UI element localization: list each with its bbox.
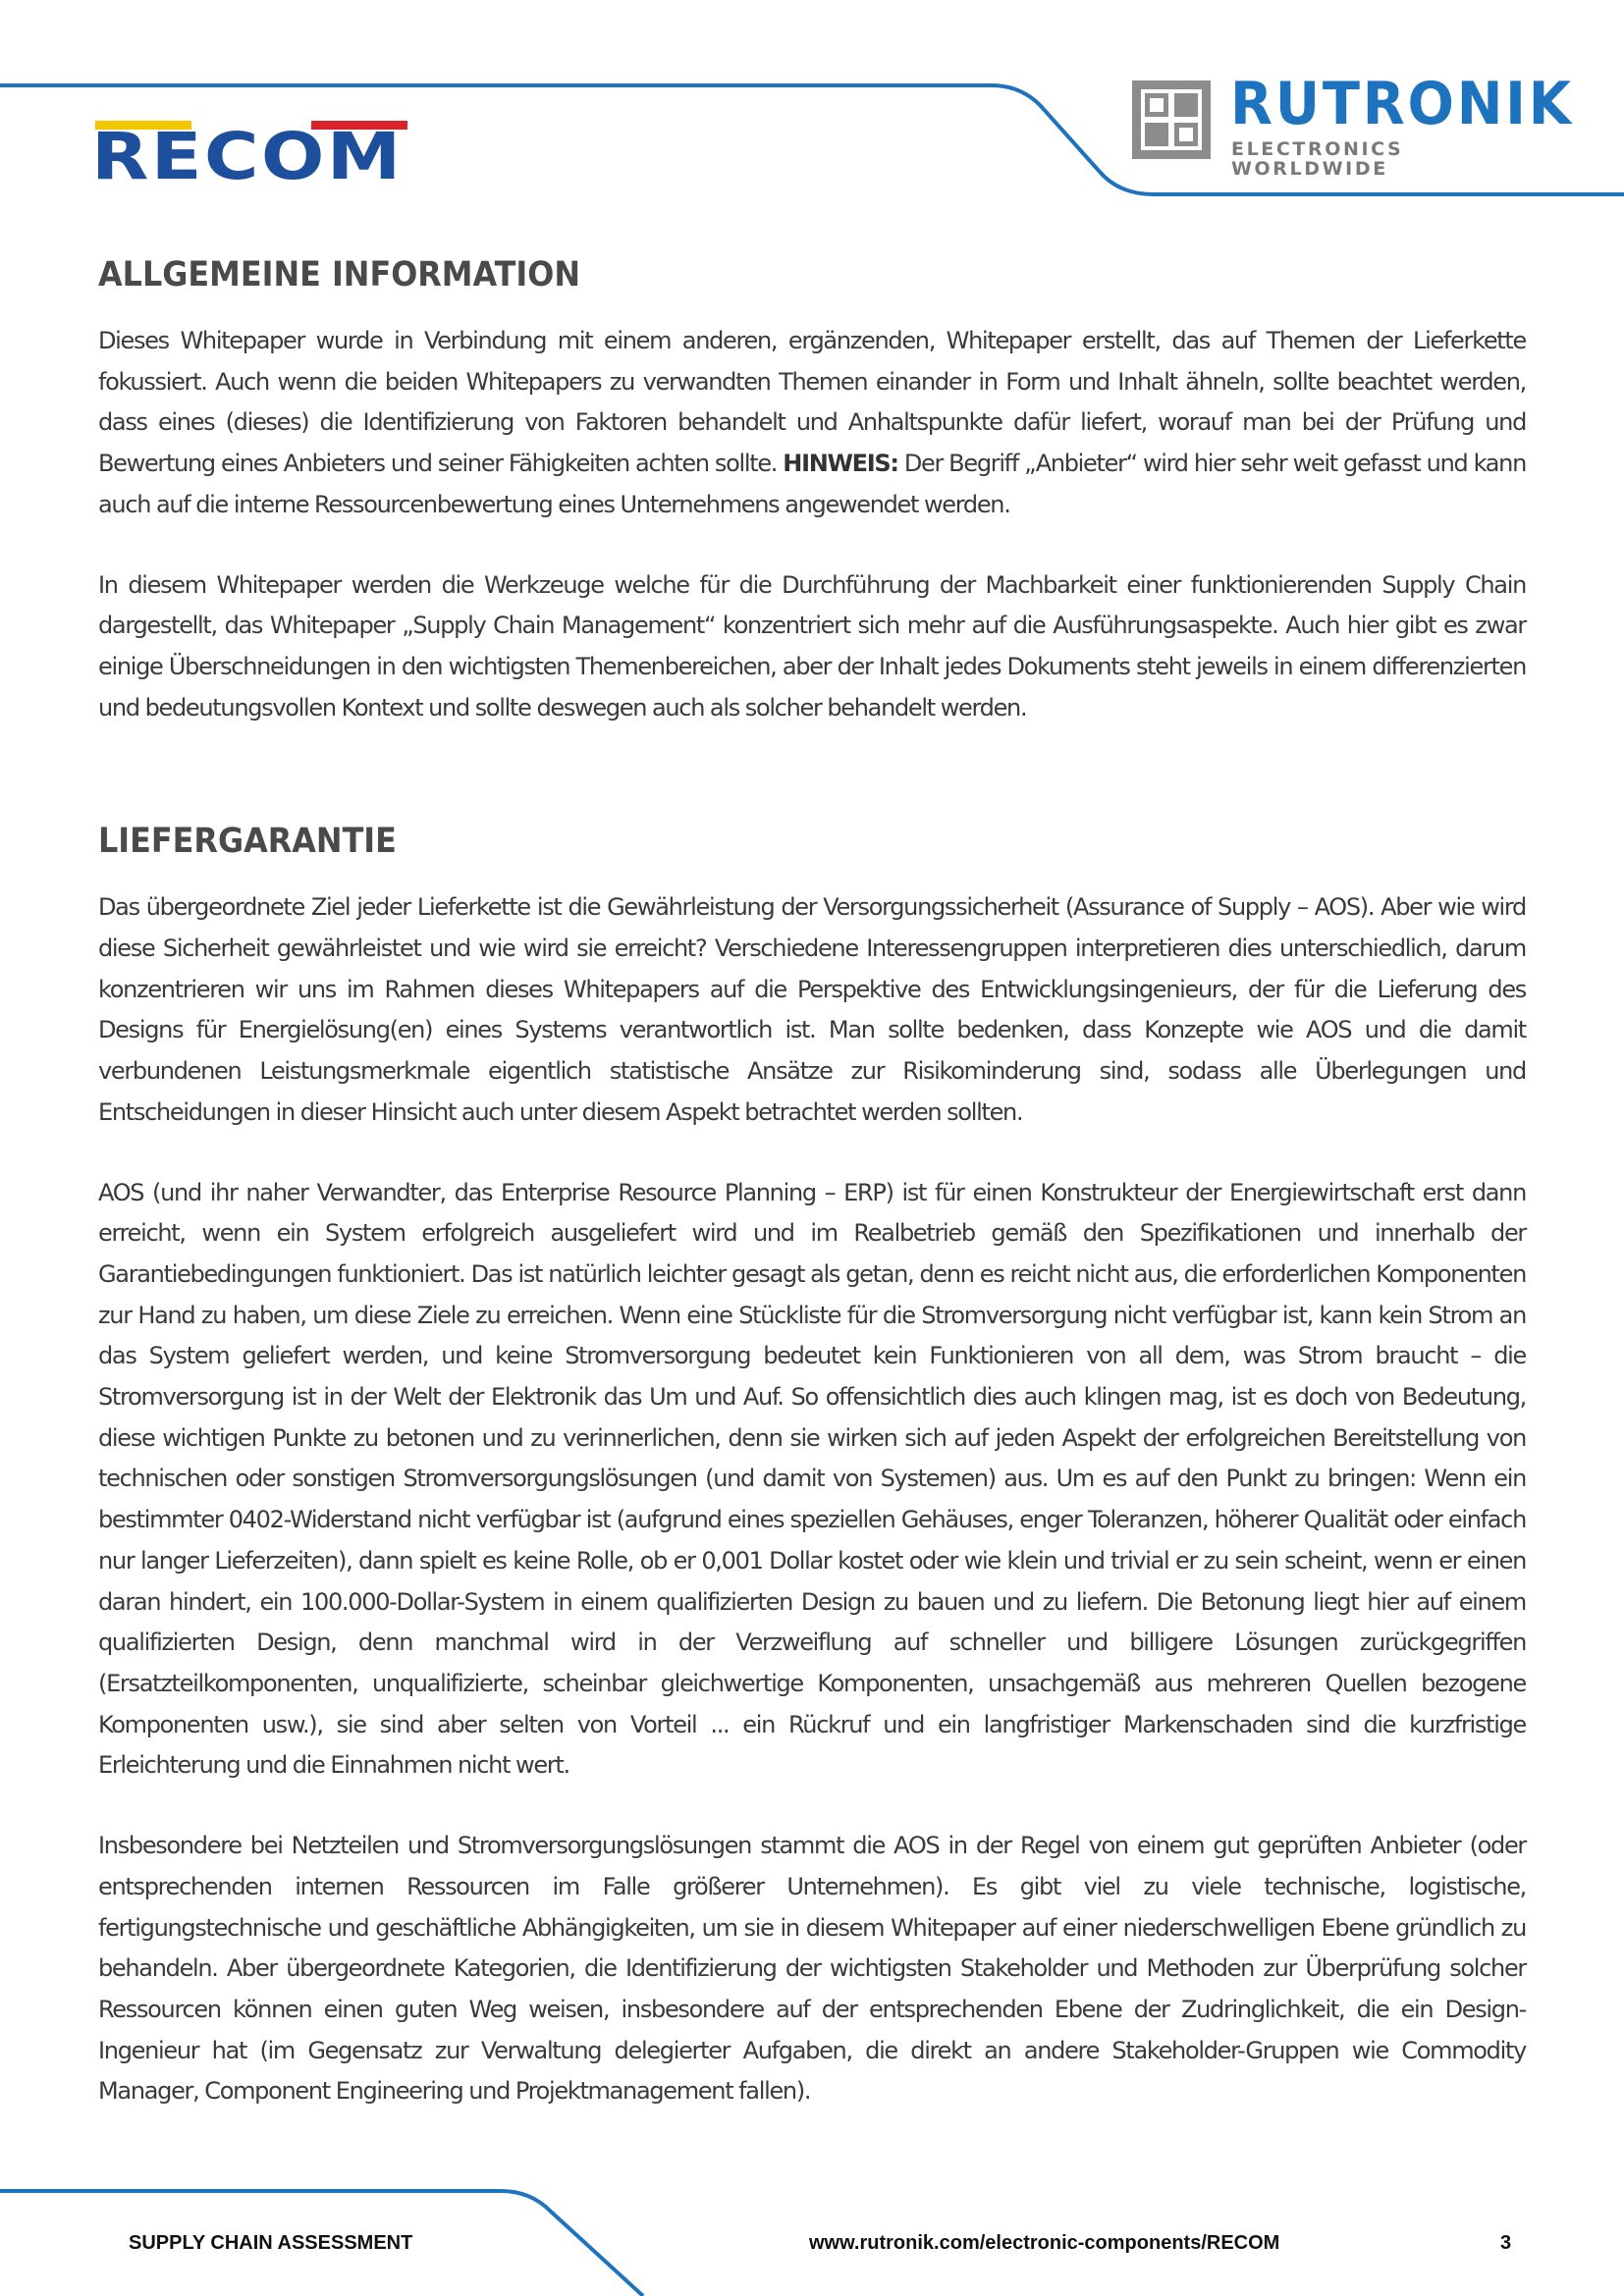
section-allgemeine-information xyxy=(98,250,1526,728)
body-paragraph: AOS (und ihr naher Verwandter, das Enterprise Resource Planning – ERP) ist für einen Konstrukteur der Energiewirtschaft erst dann erreicht, wenn ein System erfolgreich ausgeliefert wird und im Realbetrieb gemäß den Spezifikationen und innerhalb der Garantiebedingungen funktioniert. Das ist natürlich leichter gesagt als getan, denn es reicht nicht aus, die erforderlichen Komponenten zur Hand zu haben, um diese Ziele zu erreichen. Wenn eine Stückliste für die Stromversorgung nicht verfügbar ist, kann kein Strom an das System geliefert werden, und keine Stromversorgung bedeutet kein Funktionieren von all dem, was Strom braucht – die Stromversorgung ist in der Welt der Elektronik das Um und Auf. So offensichtlich dies auch klingen mag, ist es doch von Bedeutung, diese wichtigen Punkte zu betonen und zu verinnerlichen, denn sie wirken sich auf jeden Aspekt der erfolgreichen Bereitstellung von technischen oder sonstigen Stromversorgungslösungen (und damit von Systemen) aus. Um es auf den Punkt zu bringen: Wenn ein bestimmter 0402-Widerstand nicht verfügbar ist (aufgrund eines speziellen Gehäuses, enger Toleranzen, höherer Qualität oder einfach nur langer Lieferzeiten), dann spielt es keine Rolle, ob er 0,001 Dollar kostet oder wie klein und trivial er zu sein scheint, wenn er einen daran hindert, ein 100.000-Dollar-System in einem qualifizierten Design zu bauen und zu liefern. Die Betonung liegt hier auf einem qualifizierten Design, denn manchmal wird in der Verzweiflung auf schneller und billigere Lösungen zurückgegriffen (Ersatzteilkomponenten, unqualifizierte, scheinbar gleichwertige Komponenten, unsachgemäß aus mehreren Quellen bezogene Komponenten usw.), sie sind aber selten von Vorteil ... ein Rückruf und ein langfristiger Markenschaden sind die kurzfristige Erleichterung und die Einnahmen nicht wert. xyxy=(98,1178,1526,1780)
body-paragraph: Das übergeordnete Ziel jeder Lieferkette ist die Gewährleistung der Versorgungssicherheit (Assurance of Supply – AOS). Aber wie wird diese Sicherheit gewährleistet und wie wird sie erreicht? Verschiedene Interessengruppen interpretieren dies unterschiedlich, darum konzentrieren wir uns im Rahmen dieses Whitepapers auf die Perspektive des Entwicklungsingenieurs, der für die Lieferung des Designs für Energielösung(en) eines Systems verantwortlich ist. Man sollte bedenken, dass Konzepte wie AOS und die damit verbundenen Leistungsmerkmale eigentlich statistische Ansätze zur Risikominderung sind, sodass alle Überlegungen und Entscheidungen in dieser Hinsicht auch unter diesem Aspekt betrachtet werden sollten. xyxy=(98,893,1526,1126)
section-heading: ALLGEMEINE INFORMATION xyxy=(98,255,580,294)
document-body xyxy=(98,250,1526,2112)
rutronik-logo xyxy=(1132,70,1574,180)
body-paragraph: Insbesondere bei Netzteilen und Stromversorgungslösungen stammt die AOS in der Regel von einem gut geprüften Anbieter (oder entsprechenden internen Ressourcen im Falle größerer Unternehmen). Es gibt viel zu viele technische, logistische, fertigungstechnische und geschäftliche Abhängigkeiten, um sie in diesem Whitepaper auf einer niederschwelligen Ebene gründlich zu behandeln. Aber übergeordnete Kategorien, die Identifizierung der wichtigsten Stakeholder und Methoden zur Überprüfung solcher Ressourcen können einen guten Weg weisen, insbesondere auf der entsprechenden Ebene der Zudringlichkeit, die ein Design-Ingenieur hat (im Gegensatz zur Verwaltung delegierter Aufgaben, die direkt an andere Stakeholder-Gruppen wie Commodity Manager, Component Engineering und Projektmanagement fallen). xyxy=(98,1832,1526,2106)
hinweis-label: HINWEIS: xyxy=(783,450,898,478)
body-paragraph xyxy=(98,321,1526,526)
page-number: 3 xyxy=(1500,2232,1512,2254)
footer-url-link[interactable]: www.rutronik.com/electronic-components/RECOM xyxy=(809,2232,1280,2254)
body-paragraph: In diesem Whitepaper werden die Werkzeuge welche für die Durchführung der Machbarkeit einer funktionierenden Supply Chain dargestellt, das Whitepaper „Supply Chain Management“ konzentriert sich mehr auf die Ausführungsaspekte. Auch hier gibt es zwar einige Überschneidungen in den wichtigsten Themenbereichen, aber der Inhalt jedes Dokuments steht jeweils in einem differenzierten und bedeutungsvollen Kontext und sollte deswegen auch als solcher behandelt werden. xyxy=(98,570,1526,721)
recom-logo-text: RECOM xyxy=(91,119,404,194)
footer-document-title: SUPPLY CHAIN ASSESSMENT xyxy=(129,2232,413,2254)
paragraph-text: Dieses Whitepaper wurde in Verbindung mit einem anderen, ergänzenden, Whitepaper erstellt, das auf Themen der Lieferkette fokussiert. Auch wenn die beiden Whitepapers zu verwandten Themen einander in Form und Inhalt ähneln, sollte beachtet werden, dass eines (dieses) die Identifizierung von Faktoren behandelt und Anhaltspunkte dafür liefert, worauf man bei der Prüfung und Bewertung eines Anbieters und seiner Fähigkeiten achten sollte. xyxy=(98,327,1526,478)
section-liefergarantie xyxy=(98,817,1526,2112)
rutronik-logo-name: RUTRONIK xyxy=(1230,70,1574,138)
paragraph-text: Der Begriff „Anbieter“ wird hier sehr weit gefasst und kann auch auf die interne Ressourcenbewertung eines Unternehmens angewendet werden. xyxy=(98,450,1526,518)
section-heading: LIEFERGARANTIE xyxy=(98,822,397,862)
recom-logo xyxy=(91,119,409,194)
rutronik-emblem-icon xyxy=(1132,80,1211,159)
rutronik-logo-tagline: ELECTRONICS WORLDWIDE xyxy=(1231,138,1404,180)
